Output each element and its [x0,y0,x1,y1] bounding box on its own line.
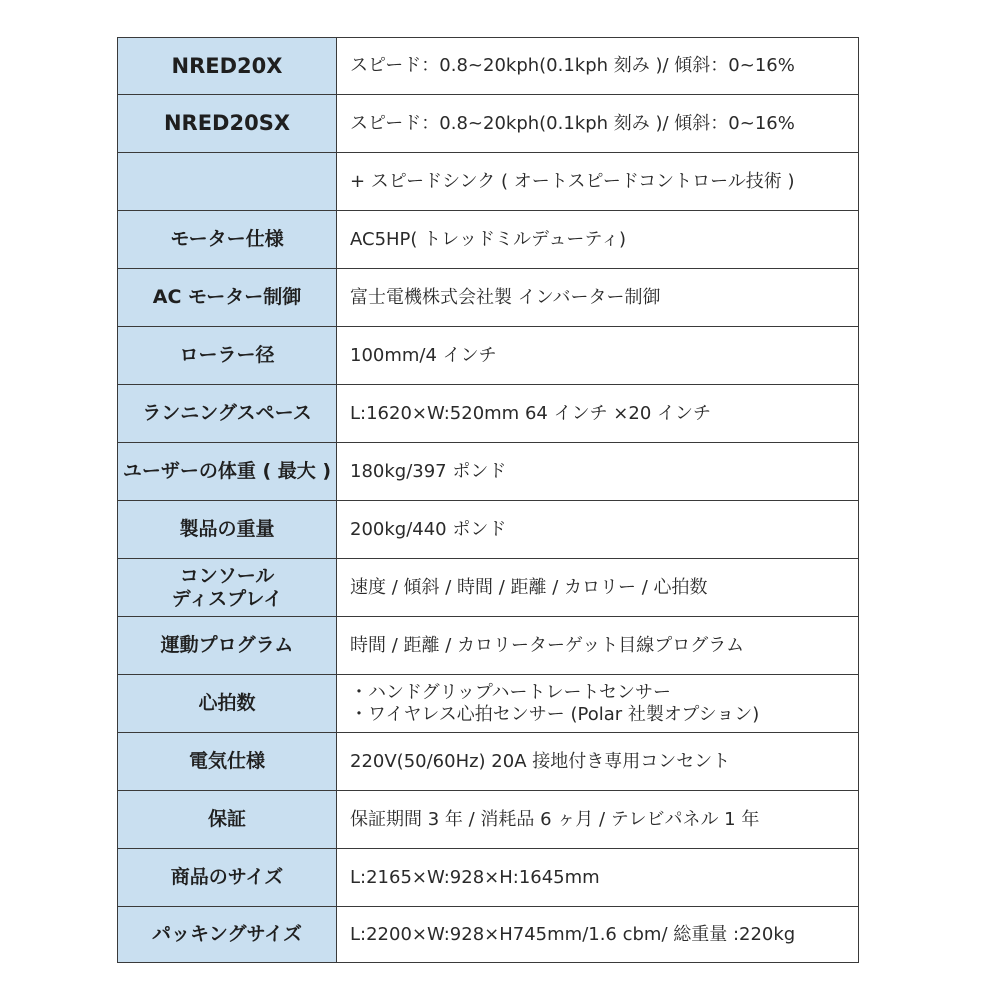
row-value [337,327,859,385]
row-label [118,617,337,675]
label-text: ユーザーの体重 ( 最大 ) [122,460,332,482]
row-label [118,95,337,153]
row-label [118,327,337,385]
value-text: L:2165×W:928×H:1645mm [350,866,600,888]
value-text: スピード：0.8~20kph(0.1kph 刻み )/ 傾斜：0~16% [350,112,795,134]
row-label [118,791,337,849]
value-text: ・ハンドグリップハートレートセンサー [350,681,671,703]
row-value [337,501,859,559]
value-text: L:2200×W:928×H745mm/1.6 cbm/ 総重量 :220kg [350,923,796,945]
row-value [337,907,859,963]
label-text: AC モーター制御 [152,286,302,308]
row-label [118,559,337,617]
row-value [337,153,859,211]
label-text: 心拍数 [198,692,256,714]
value-text: 200kg/440 ポンド [350,518,507,540]
value-text: L:1620×W:520mm 64 インチ ×20 インチ [350,402,711,424]
row-value [337,559,859,617]
row-label [118,501,337,559]
table-row [118,211,859,269]
row-value [337,38,859,95]
spec-table [117,37,859,963]
row-label [118,269,337,327]
label-text: ディスプレイ [171,587,283,610]
value-text: + スピードシンク ( オートスピードコントロール技術 ) [350,170,795,192]
label-text: コンソール [179,564,275,587]
row-value [337,443,859,501]
value-text: ・ワイヤレス心拍センサー (Polar 社製オプション) [350,703,760,725]
value-text: 保証期間 3 年 / 消耗品 6 ヶ月 / テレビパネル 1 年 [350,808,760,830]
row-value [337,733,859,791]
table-row [118,733,859,791]
row-label [118,211,337,269]
value-text: スピード：0.8~20kph(0.1kph 刻み )/ 傾斜：0~16% [350,55,795,76]
table-row [118,907,859,963]
table-row [118,95,859,153]
value-text: 220V(50/60Hz) 20A 接地付き専用コンセント [350,750,731,772]
row-label [118,675,337,733]
row-label [118,907,337,963]
row-value [337,675,859,733]
label-text: ローラー径 [179,344,275,366]
table-row [118,385,859,443]
label-text: 商品のサイズ [170,866,284,888]
table-row [118,791,859,849]
row-label [118,443,337,501]
table-row [118,849,859,907]
row-label [118,153,337,211]
table-row [118,617,859,675]
row-value [337,849,859,907]
table-row [118,269,859,327]
value-text: AC5HP( トレッドミルデューティ) [350,228,627,250]
value-text: 時間 / 距離 / カロリーターゲット目線プログラム [350,634,745,656]
label-text: 運動プログラム [160,634,294,656]
row-label [118,733,337,791]
label-text: ランニングスペース [142,402,312,424]
value-text: 180kg/397 ポンド [350,460,507,482]
row-label [118,385,337,443]
table-row [118,559,859,617]
value-text: 速度 / 傾斜 / 時間 / 距離 / カロリー / 心拍数 [350,576,708,598]
label-text: 電気仕様 [188,750,265,772]
row-label [118,849,337,907]
row-label [118,38,337,95]
table-row [118,153,859,211]
row-value [337,617,859,675]
label-text: 保証 [207,808,246,830]
label-text: パッキングサイズ [152,923,302,945]
row-value [337,211,859,269]
label-text: NRED20X [171,53,283,78]
row-value [337,95,859,153]
row-value [337,269,859,327]
table-row [118,327,859,385]
value-text: 富士電機株式会社製 インバーター制御 [350,286,661,308]
table-row [118,38,859,95]
row-value [337,791,859,849]
table-row [118,501,859,559]
label-text: 製品の重量 [179,518,275,540]
label-text: NRED20SX [163,111,291,135]
table-row [118,443,859,501]
label-text: モーター仕様 [170,228,284,250]
row-value [337,385,859,443]
value-text: 100mm/4 インチ [350,344,497,366]
table-row [118,675,859,733]
